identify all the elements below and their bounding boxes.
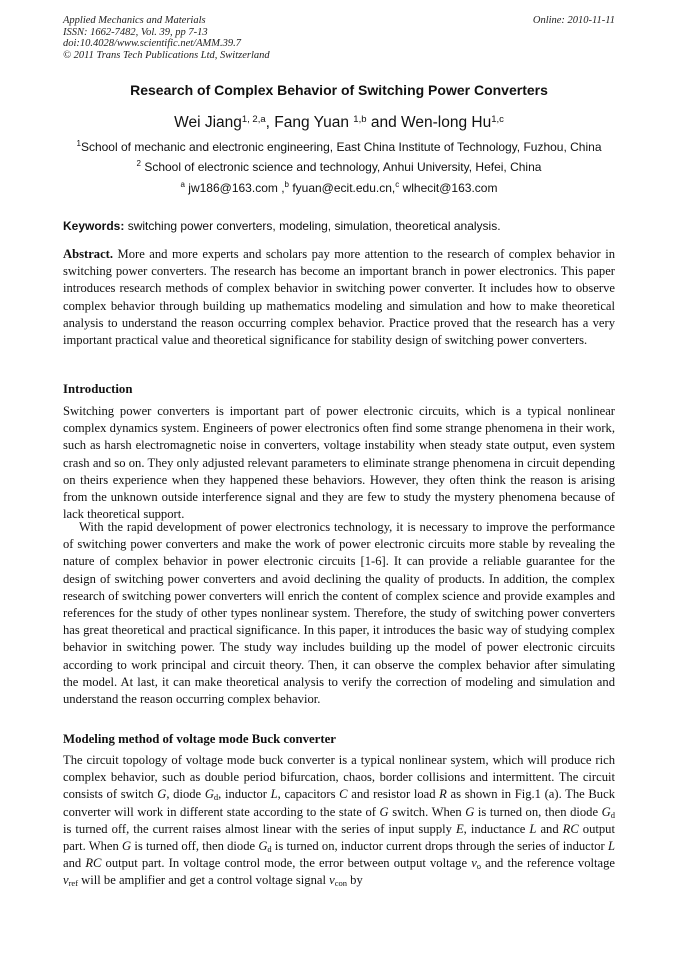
affiliation-2: $^2$ School of electronic science and technology, Anhui University, Hefei, China [136,159,542,174]
introduction-heading: Introduction [63,382,133,396]
online-date: Online: 2010-11-11 [532,15,615,26]
affiliation-1: $^1$School of mechanic and electronic engineering, East China Institute of Technology, Fuzhou, China [76,139,602,154]
author-conjunction: and [370,114,397,131]
author-affiliation-mark: 1, 2,a [241,113,266,125]
journal-header [63,15,615,61]
modeling-heading: Modeling method of voltage mode Buck converter [63,732,336,746]
abstract [63,246,615,349]
email-b: fyuan@ecit.edu.cn, [288,181,396,195]
keywords [63,219,615,233]
abstract-text: More and more experts and scholars pay more attention to the research of complex behavior in switching power converters. The research has become an important branch in power electronics. This paper introduces research methods of complex behavior in switching power converter. It includes how to observe complex behavior through building up mathematics modeling and simulation and how to make theoretical analysis to understand the reason occurring complex behavior. Practice proved that the research has a very important practical value and theoretical significance for stability design of switching power converters. [63,247,615,348]
author-name: Wen-long Hu [401,114,492,131]
author-name: Fang Yuan [274,114,354,131]
abstract-label: Abstract. [63,247,114,261]
keywords-label: Keywords: [63,219,125,233]
paper-title: Research of Complex Behavior of Switching Power Converters [130,82,548,98]
email-c: wlhecit@163.com [399,181,498,195]
email-a: jw186@163.com , [184,181,285,195]
author-list: Wei Jiang$^{1, 2,a}$, Fang Yuan $^{1,b}$ and Wen-long Hu$^{1,c}$ [174,113,504,131]
introduction-paragraph-1: Switching power converters is important part of power electronic circuits, which is a typical nonlinear complex dynamics system. Engineers of power electronics often find some strange phenomena in their work, such as harsh electromagnetic noise in converters, voltage instability when steady state output, even system crash and so on. They only adjusted relevant parameters to eliminate strange phenomena in circuit depending on theirs experience when they happened these behaviors. However, they often think the reason is arising from the unknown outside interference signal and they are few to study the mystery phenomena because of lack theoretical support. [63,404,615,522]
introduction-paragraph-2: With the rapid development of power electronics technology, it is necessary to improve the performance of switching power converters and make the work of power electronic circuits more stable by revealing the nature of complex behavior in power electronic circuits [1-6]. It can provide a reliable guarantee for the design of switching power converters and avoid declining the quality of products. In addition, the complex research of switching power converters will enrich the content of complex science and provide examples and references for the study of other types nonlinear system. Therefore, the study of switching power converters has great theoretical and practical significance. In this paper, it introduces the basic way of studying complex behavior in switching power. The study way includes building up the model of power electronic circuits according to work principal and circuit theory. Then, it can observe the complex behavior after simulating the model. At last, it can make theoretical analysis to verify the correction of modeling and simulation and understand the reason occurring complex behavior. [63,520,615,707]
author-affiliation-mark: 1,b [353,113,367,125]
modeling-paragraph: The circuit topology of voltage mode buck converter is a typical nonlinear system, which will produce rich complex behavior, such as double period bifurcation, chaos, border collisions and intermittent. The circuit consists of switch G, diode $G_d$, inductor L, capacitors C and resistor load R as shown in Fig.1 (a). The Buck converter will work in different state according to the state of G switch. When G is turned on, then diode $G_d$ is turned off, the current raises almost linear with the series of input supply E, inductance L and RC output part. When G is turned off, then diode $G_d$ is turned on, inductor current drops through the series of inductor L and RC output part. In voltage control mode, the error between output voltage $v_o$ and the reference voltage $v_{ref}$ will be amplifier and get a control voltage signal $v_{con}$ by [63,753,615,889]
author-emails: $^a$ jw186@163.com ,$^b$ fyuan@ecit.edu.cn,$^c$ wlhecit@163.com [180,180,498,195]
keywords-text: switching power converters, modeling, simulation, theoretical analysis. [124,219,501,233]
journal-name: Applied Mechanics and Materials [63,15,206,26]
copyright: © 2011 Trans Tech Publications Ltd, Switzerland [63,49,270,61]
issn: ISSN: 1662-7482, Vol. 39, pp 7-13 [63,26,208,38]
author-affiliation-mark: 1,c [491,113,504,125]
author-name: Wei Jiang [174,114,242,131]
doi: doi:10.4028/www.scientific.net/AMM.39.7 [63,38,241,50]
